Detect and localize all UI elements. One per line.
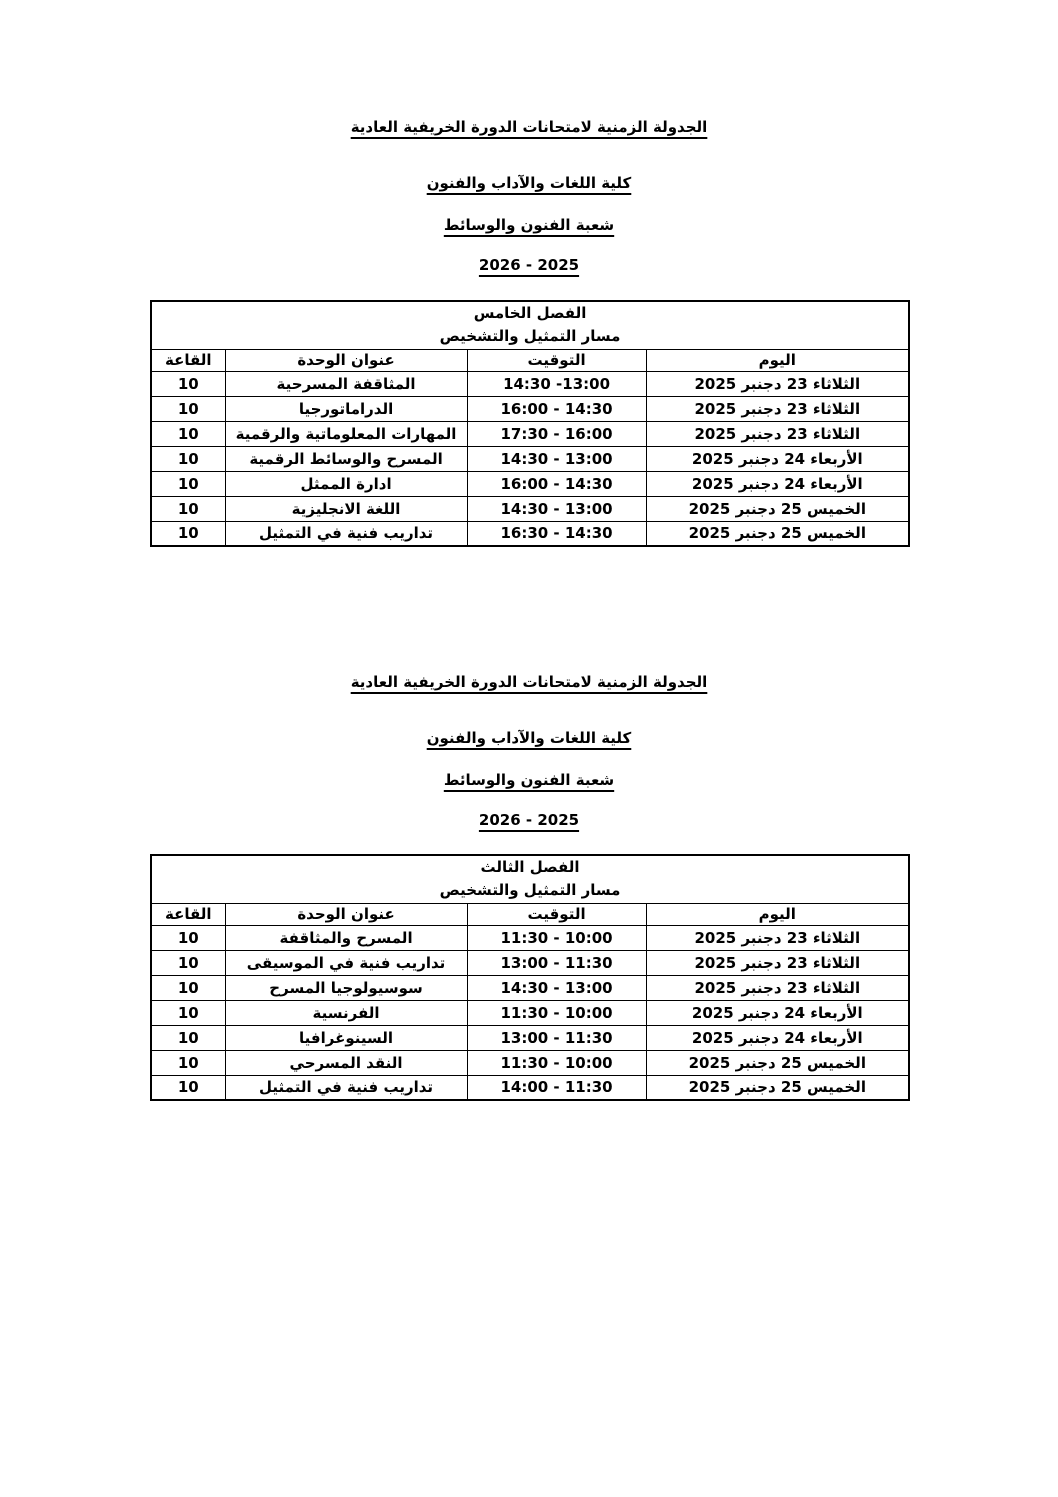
title-exam-schedule: الجدولة الزمنية لامتحانات الدورة الخريفية العادية (350, 673, 708, 691)
day-cell: الثلاثاء 23 دجنبر 2025 (646, 975, 909, 1000)
col-header-room: القاعة (151, 903, 225, 925)
time-cell: 13:00 - 11:30 (467, 950, 646, 975)
time-cell: 11:30 - 10:00 (467, 1050, 646, 1075)
column-header-row (151, 903, 909, 925)
room-cell: 10 (151, 521, 225, 546)
time-cell: 14:30 - 13:00 (467, 496, 646, 521)
room-cell: 10 (151, 421, 225, 446)
table-row (151, 371, 909, 396)
table-caption-row (151, 855, 909, 903)
column-header-row (151, 349, 909, 371)
col-header-day: اليوم (646, 349, 909, 371)
room-cell: 10 (151, 950, 225, 975)
room-cell: 10 (151, 496, 225, 521)
title-academic-year: 2026 - 2025 (478, 256, 580, 274)
title-department: شعبة الفنون والوسائط (443, 771, 615, 789)
unit-cell: السينوغرافيا (225, 1025, 467, 1050)
day-cell: الأربعاء 24 دجنبر 2025 (646, 1000, 909, 1025)
col-header-unit: عنوان الوحدة (225, 349, 467, 371)
room-cell: 10 (151, 1075, 225, 1100)
day-cell: الخميس 25 دجنبر 2025 (646, 521, 909, 546)
room-cell: 10 (151, 471, 225, 496)
col-header-unit: عنوان الوحدة (225, 903, 467, 925)
unit-cell: اللغة الانجليزية (225, 496, 467, 521)
title-academic-year: 2026 - 2025 (478, 811, 580, 829)
room-cell: 10 (151, 371, 225, 396)
day-cell: الثلاثاء 23 دجنبر 2025 (646, 421, 909, 446)
time-cell: 17:30 - 16:00 (467, 421, 646, 446)
table-row (151, 925, 909, 950)
time-cell: 13:00 - 11:30 (467, 1025, 646, 1050)
semester-label: الفصل الثالث (480, 858, 580, 877)
title-faculty: كلية اللغات والآداب والفنون (426, 174, 632, 192)
unit-cell: المثاقفة المسرحية (225, 371, 467, 396)
track-label: مسار التمثيل والتشخيص (439, 881, 621, 900)
table-row (151, 471, 909, 496)
day-cell: الخميس 25 دجنبر 2025 (646, 1075, 909, 1100)
unit-cell: المسرح والمثاقفة (225, 925, 467, 950)
section-1-titles (0, 116, 1058, 276)
unit-cell: تداريب فنية في التمثيل (225, 521, 467, 546)
day-cell: الثلاثاء 23 دجنبر 2025 (646, 925, 909, 950)
unit-cell: الفرنسية (225, 1000, 467, 1025)
day-cell: الأربعاء 24 دجنبر 2025 (646, 1025, 909, 1050)
time-cell: 14:00 - 11:30 (467, 1075, 646, 1100)
title-faculty: كلية اللغات والآداب والفنون (426, 729, 632, 747)
table-caption-row (151, 301, 909, 349)
table-caption-cell (151, 855, 909, 903)
table-row (151, 421, 909, 446)
room-cell: 10 (151, 925, 225, 950)
col-header-day: اليوم (646, 903, 909, 925)
exam-table-semester-5 (150, 300, 910, 547)
col-header-room: القاعة (151, 349, 225, 371)
time-cell: 11:30 - 10:00 (467, 925, 646, 950)
table-row (151, 496, 909, 521)
table-row (151, 396, 909, 421)
unit-cell: سوسيولوجيا المسرح (225, 975, 467, 1000)
day-cell: الثلاثاء 23 دجنبر 2025 (646, 396, 909, 421)
table-row (151, 1025, 909, 1050)
room-cell: 10 (151, 1050, 225, 1075)
unit-cell: تداريب فنية في التمثيل (225, 1075, 467, 1100)
unit-cell: ادارة الممثل (225, 471, 467, 496)
day-cell: الأربعاء 24 دجنبر 2025 (646, 471, 909, 496)
track-label: مسار التمثيل والتشخيص (439, 327, 621, 346)
table-row (151, 1075, 909, 1100)
unit-cell: الدراماتورجيا (225, 396, 467, 421)
room-cell: 10 (151, 975, 225, 1000)
day-cell: الخميس 25 دجنبر 2025 (646, 1050, 909, 1075)
table-caption-cell (151, 301, 909, 349)
semester-label: الفصل الخامس (473, 304, 587, 323)
unit-cell: تداريب فنية في الموسيقى (225, 950, 467, 975)
day-cell: الأربعاء 24 دجنبر 2025 (646, 446, 909, 471)
unit-cell: المهارات المعلوماتية والرقمية (225, 421, 467, 446)
unit-cell: المسرح والوسائط الرقمية (225, 446, 467, 471)
table-row (151, 446, 909, 471)
table-row (151, 1050, 909, 1075)
table-row (151, 950, 909, 975)
table-row (151, 975, 909, 1000)
time-cell: 16:30 - 14:30 (467, 521, 646, 546)
room-cell: 10 (151, 396, 225, 421)
table-row (151, 521, 909, 546)
title-exam-schedule: الجدولة الزمنية لامتحانات الدورة الخريفية العادية (350, 118, 708, 136)
time-cell: 16:00 - 14:30 (467, 471, 646, 496)
col-header-time: التوقيت (467, 349, 646, 371)
day-cell: الثلاثاء 23 دجنبر 2025 (646, 371, 909, 396)
time-cell: 14:30 -13:00 (467, 371, 646, 396)
section-2-titles (0, 671, 1058, 831)
room-cell: 10 (151, 1025, 225, 1050)
time-cell: 14:30 - 13:00 (467, 975, 646, 1000)
day-cell: الثلاثاء 23 دجنبر 2025 (646, 950, 909, 975)
time-cell: 16:00 - 14:30 (467, 396, 646, 421)
unit-cell: النقد المسرحي (225, 1050, 467, 1075)
exam-table-semester-3 (150, 854, 910, 1101)
time-cell: 11:30 - 10:00 (467, 1000, 646, 1025)
day-cell: الخميس 25 دجنبر 2025 (646, 496, 909, 521)
room-cell: 10 (151, 446, 225, 471)
title-department: شعبة الفنون والوسائط (443, 216, 615, 234)
col-header-time: التوقيت (467, 903, 646, 925)
room-cell: 10 (151, 1000, 225, 1025)
table-row (151, 1000, 909, 1025)
time-cell: 14:30 - 13:00 (467, 446, 646, 471)
